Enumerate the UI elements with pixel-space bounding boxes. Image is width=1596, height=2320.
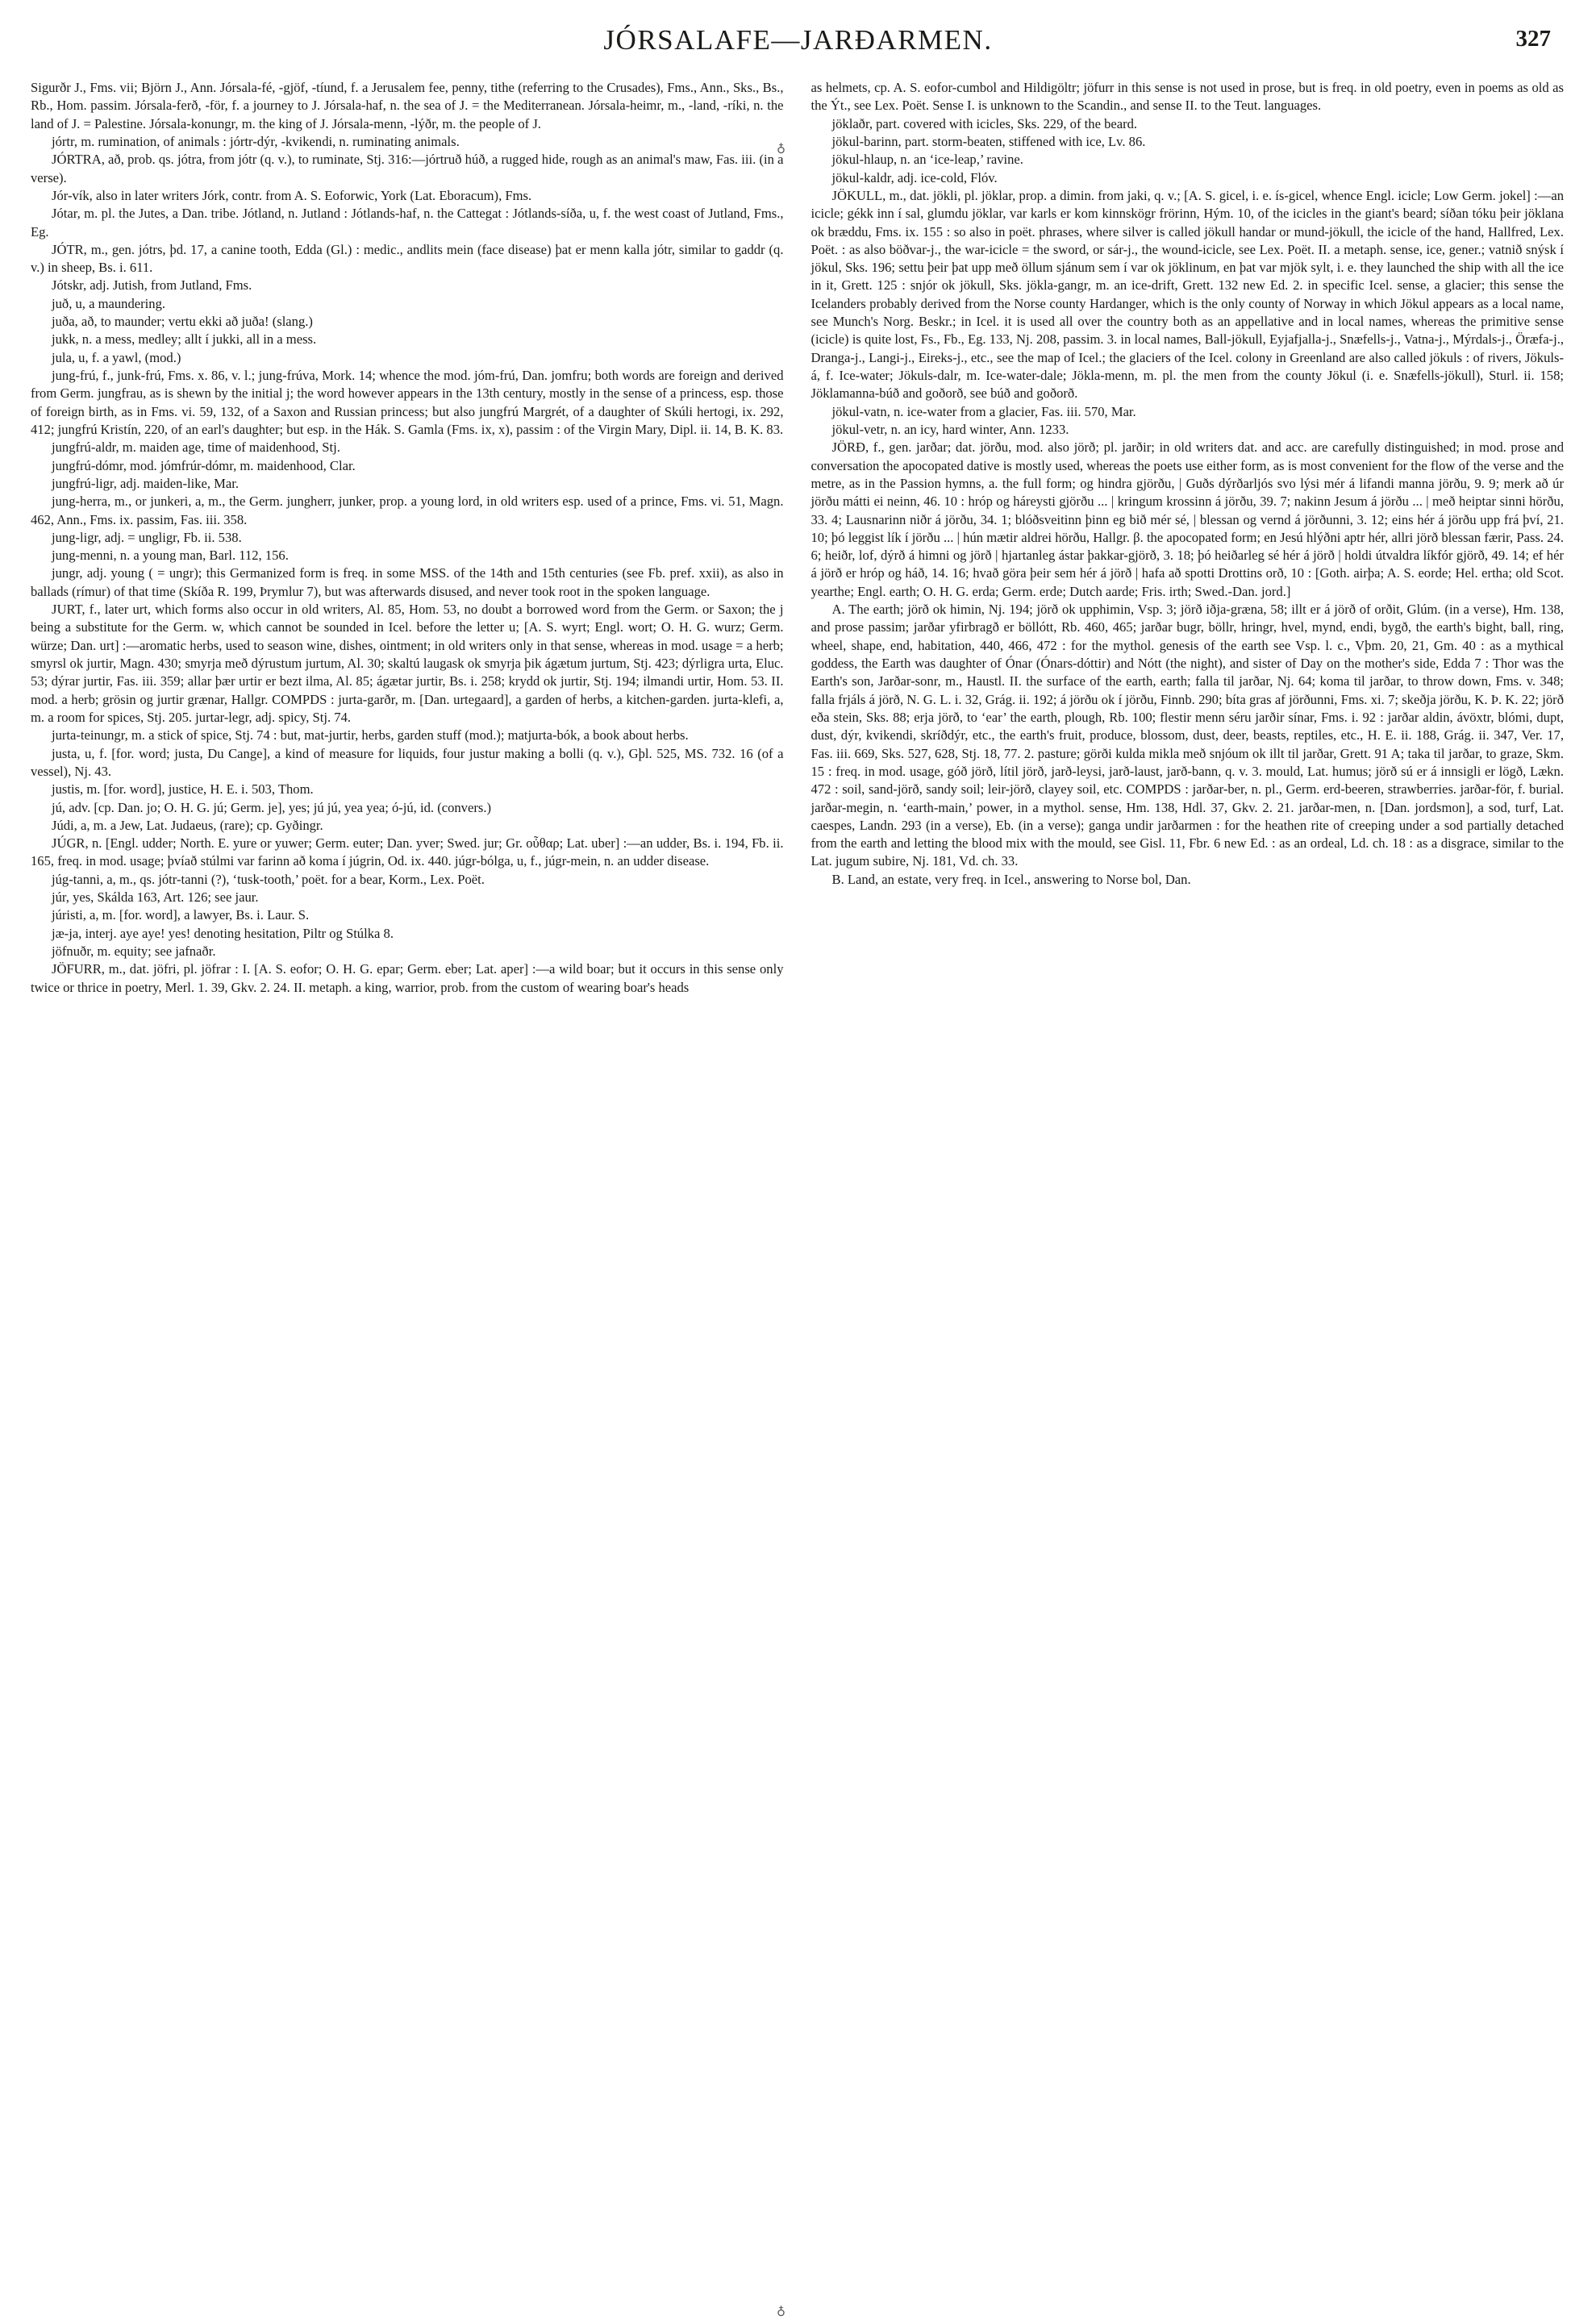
entry: jung-ligr, adj. = ungligr, Fb. ii. 538.: [52, 529, 242, 545]
entry: jukk, n. a mess, medley; allt í jukki, all in a mess.: [52, 331, 317, 348]
right-column: [811, 79, 1565, 997]
entry: B. Land, an estate, very freq. in Icel., answering to Norse bol, Dan.: [831, 871, 1191, 887]
entry: A. The earth; jörð ok himin, Nj. 194; jörð ok upphimin, Vsp. 3; jörð iðja-græna, 58; illt er á jörð of orðit, Glúm. (in a verse), Hm. 138, and prose passim; jarðar yfirbragð er böllótt, Rb. 460, 465; jarðar bugr, böllr, hringr, hvel, mynd, endi, bygð, the earth's bight, ball, ring, wheel, shape, end, habitation, 440, 466, 472 : for the mythol. genesis of the earth see Vsp. l. c., Vþm. 20, 21, Gm. 40 : as a mythical goddess, the Earth was daughter of Ónar (Ónars-dóttir) and Nótt (the night), and sister of Day on the mother's side, Edda 7 : Thor was the Earth's son, Jarðar-sonr, m., Haustl. II. the surface of the earth, earth; falla til jarðar, Nj. 64; koma til jarðar, to throw down, Fms. v. 348; falla frjáls á jörð, N. G. L. i. 32, Grág. ii. 192; á jörðu ok í jörðu, Finnb. 290; bíta gras af jörðunni, Fms. xi. 7; skeðja jörðu, K. Þ. K. 22; jörð eða stein, Sks. 88; erja jörð, to ‘ear’ the earth, plough, Rb. 100; flestir menn séru jarðir sínar, Fms. i. 92 : jarðar aldin, ávöxtr, blómi, dupt, dust, dýr, kvikendi, skríðdýr, etc., the earth's fruit, produce, blossom, dust, deer, beasts, reptiles, etc., H. E. ii. 188, Grág. ii. 347, Ver. 17, Fas. iii. 669, Sks. 527, 628, Stj. 18, 77. 2. pasture; görði kulda mikla með snjóum ok illt til jarðar, Grett. 91 A; taka til jarðar, to graze, Skm. 15 : freq. in mod. usage, góð jörð, lítil jörð, jarð-leysi, jarð-laust, jarð-bann, q. v. 3. mould, Lat. humus; jörð sú er á innsigli er lögð, Lækn. 472 : soil, sand-jörð, sandy soil; leir-jörð, clayey soil, etc. COMPDS : jarðar-ber, n. pl., Germ. erd-beeren, strawberries. jarðar-för, f. burial. jarðar-megin, n. ‘earth-main,’ power, in a mythol. sense, Hm. 138, Hdl. 37, Gkv. 2. 21. jarðar-men, n. [Dan. jordsmon], a sod, turf, Lat. caespes, Landn. 293 (in a verse), Eb. (in a verse); ganga undir jarðarmen : for the heathen rite of creeping under a sod partially detached from the earth and letting the blood mix with the mould, see Gisl. 11, Fbr. 6 new Ed. : as an ordeal, Ld. ch. 18 : as a disgrace, similar to the Lat. jugum subire, Nj. 181, Vd. ch. 33.: [811, 602, 1564, 869]
entry: JÚGR, n. [Engl. udder; North. E. yure or yuwer; Germ. euter; Dan. yver; Swed. jur; Gr. οὖθαρ; Lat. uber] :—an udder, Bs. i. 194, Fb. ii. 165, freq. in mod. usage; þvíað stúlmi var farinn að koma í júgrin, Od. ix. 440. júgr-bólga, u, f., júgr-mein, n. an udder disease.: [31, 835, 784, 869]
entry: Jótar, m. pl. the Jutes, a Dan. tribe. Jótland, n. Jutland : Jótlands-haf, n. the Cattegat : Jótlands-síða, u, f. the west coast of Jutland, Fms., Eg.: [31, 206, 784, 239]
entry: jungr, adj. young ( = ungr); this Germanized form is freq. in some MSS. of the 14th and 15th centuries (see Fb. pref. xxii), as also in ballads (rímur) of that time (Skíða R. 199, Þrymlur 7), but was afterwards disused, and never took root in the spoken language.: [31, 565, 784, 599]
entry: justa, u, f. [for. word; justa, Du Cange], a kind of measure for liquids, four justur making a bolli (q. v.), Gþl. 525, MS. 732. 16 (of a vessel), Nj. 43.: [31, 745, 784, 779]
entry: jöklaðr, part. covered with icicles, Sks. 229, of the beard.: [831, 115, 1138, 131]
entry: jökul-vatn, n. ice-water from a glacier, Fas. iii. 570, Mar.: [831, 403, 1136, 419]
entry: juð, u, a maundering.: [52, 295, 166, 311]
entry: justis, m. [for. word], justice, H. E. i. 503, Thom.: [52, 781, 314, 798]
entry: JÖKULL, m., dat. jökli, pl. jöklar, prop. a dimin. from jaki, q. v.; [A. S. gicel, i. e. ís-gicel, whence Engl. icicle; Low Germ. jokel] :—an icicle; gékk inn í sal, glumdu jöklar, var karls er kom kinnskögr frörinn, Hým. 10, of the icicles in the giant's beard; síðan tóku þeir jöklana ok bræddu, Fms. ix. 155 : so also in poët. phrases, where silver is called jökull handar or mund-jökull, the icicle of the hand, Hallfred, Lex. Poët. : as also böðvar-j., the war-icicle = the sword, or sár-j., the wound-icicle, see Lex. Poët. II. a metaph. sense, ice, gener.; vatnið snýsk í jökul, Sks. 196; settu þeir þat upp með öllum sjánum sem í var ok jöklinum, en þat var mjök sylt, i. e. they launched the ship with all the ice in it, Grett. 125 : snjór ok jökull, Sks. jökla-gangr, m. an ice-drift, Grett. 132 new Ed. 2. in specific Icel. sense, a glacier; this sense the Icelanders probably derived from the Norse county Hardanger, which is the only county of Norway in which Jökul appears as a local name, see Munch's Norg. Beskr.; in Icel. it is used all over the country both as an appellative and in local names, whereas the primitive sense (icicle) is quite lost, Fs., Fb., Eg. 133, Nj. 208, passim. 3. in local names, Ball-jökull, Eyjafjalla-j., Snæfells-j., Vatna-j., Mýrdals-j., Öræfa-j., Dranga-j., Langi-j., Eireks-j., etc., see the map of Icel.; the glaciers of the Icel. colony in Greenland are also called jökuls : of rivers, Jökuls-á, f. Ice-water; Jökuls-dalr, m. Ice-water-dale; Jökla-menn, m. pl. the men from the county Jökul (i. e. Snæfells-jökull), Sturl. ii. 158; Jöklamanna-búð and goðorð, see búð and goðorð.: [811, 187, 1564, 402]
entry: Jór-vík, also in later writers Jórk, contr. from A. S. Eoforwic, York (Lat. Eboracum), Fms.: [52, 187, 532, 203]
left-column: [31, 79, 784, 997]
text-columns: [0, 79, 1596, 997]
entry: júristi, a, m. [for. word], a lawyer, Bs. i. Laur. S.: [52, 907, 310, 923]
entry: jökul-hlaup, n. an ‘ice-leap,’ ravine.: [831, 152, 1023, 168]
entry: JÖFURR, m., dat. jöfri, pl. jöfrar : I. [A. S. eofor; O. H. G. epar; Germ. eber; Lat. aper] :—a wild boar; but it occurs in this sense only twice or thrice in poetry, Merl. 1. 39, Gkv. 2. 24. II. metaph. a king, warrior, prob. from the custom of wearing boar's heads: [31, 961, 784, 995]
entry: jurta-teinungr, m. a stick of spice, Stj. 74 : but, mat-jurtir, herbs, garden stuff (mod.); matjurta-bók, a book about herbs.: [52, 727, 689, 743]
entry: Sigurðr J., Fms. vii; Björn J., Ann. Jórsala-fé, -gjöf, -tíund, f. a Jerusalem fee, penny, tithe (referring to the Crusades), Fms., Ann., Sks., Bs., Rb., Hom. passim. Jórsala-ferð, -för, f. a journey to J. Jórsala-haf, n. the sea of J. = the Mediterranean. Jórsala-heimr, m., -land, -ríki, n. the land of J. = Palestine. Jórsala-konungr, m. the king of J. Jórsala-menn, -lýðr, m. the people of J.: [31, 80, 784, 131]
entry: jung-herra, m., or junkeri, a, m., the Germ. jungherr, junker, prop. a young lord, in old writers esp. used of a prince, Fms. vi. 51, Magn. 462, Ann., Fms. ix. passim, Fas. iii. 358.: [31, 494, 784, 527]
center-mark-top: ♁: [777, 144, 785, 156]
entry: jórtr, m. rumination, of animals : jórtr-dýr, -kvikendi, n. ruminating animals.: [52, 133, 460, 149]
entry: júg-tanni, a, m., qs. jótr-tanni (?), ‘tusk-tooth,’ poët. for a bear, Korm., Lex. Poët.: [52, 871, 485, 887]
entry: as helmets, cp. A. S. eofor-cumbol and Hildigöltr; jöfurr in this sense is not used in prose, but is freq. in old poetry, even in poems as old as the Ýt., see Lex. Poët. Sense I. is unknown to the Scandin., and sense II. to the Teut. languages.: [811, 80, 1564, 114]
page-number: 327: [1515, 26, 1551, 52]
entry: JURT, f., later urt, which forms also occur in old writers, Al. 85, Hom. 53, no doubt a borrowed word from the Germ. or Saxon; the j being a substitute for the Germ. w, which cannot be sounded in Icel. before the letter u; [A. S. wyrt; Engl. wort; O. H. G. wurz; Germ. würze; Dan. urt] :—aromatic herbs, used to season wine, dishes, ointment; in old writers only in that sense, whereas in mod. usage = a herb; smyrsl ok jurtir, Magn. 430; smyrja með dýrustum jurtum, Al. 30; skaltú laugask ok smyrja þik ágætum jurtum, Stj. 423; dýrligra urta, Eluc. 53; dýrar jurtir, Fas. iii. 359; allar þær urtir er bezt ilma, Al. 85; ágætar jurtir, Bs. i. 258; krydd ok jurtir, Stj. 194; ilmandi urtir, Hom. 53. II. mod. a herb; grösin og jurtir grænar, Hallgr. COMPDS : jurta-garðr, m. [Dan. urtegaard], a garden of herbs, a kitchen-garden. jurta-klefi, a, m. a room for spices, Stj. 205. jurtar-legr, adj. spicy, Stj. 74.: [31, 602, 784, 725]
entry: Júdi, a, m. a Jew, Lat. Judaeus, (rare); cp. Gyðingr.: [52, 817, 323, 833]
entry: Jótskr, adj. Jutish, from Jutland, Fms.: [52, 277, 252, 294]
entry: jung-menni, n. a young man, Barl. 112, 156.: [52, 548, 289, 564]
entry: jökul-vetr, n. an icy, hard winter, Ann. 1233.: [831, 421, 1069, 437]
entry: jungfrú-dómr, mod. jómfrúr-dómr, m. maidenhood, Clar.: [52, 457, 356, 473]
entry: jula, u, f. a yawl, (mod.): [52, 349, 181, 365]
entry: jú, adv. [cp. Dan. jo; O. H. G. jú; Germ. je], yes; jú jú, yea yea; ó-jú, id. (convers.): [52, 799, 491, 815]
center-mark-bottom: ♁: [777, 2306, 785, 2319]
entry: jöfnuðr, m. equity; see jafnaðr.: [52, 943, 216, 959]
entry: júr, yes, Skálda 163, Art. 126; see jaur.: [52, 889, 259, 906]
dictionary-page: [0, 18, 1596, 2319]
entry: JÓTR, m., gen. jótrs, þd. 17, a canine tooth, Edda (Gl.) : medic., andlits mein (face disease) þat er menn kalla jótr, similar to gaddr (q. v.) in sheep, Bs. i. 611.: [31, 241, 784, 276]
entry: JÓRTRA, að, prob. qs. jótra, from jótr (q. v.), to ruminate, Stj. 316:—jórtruð húð, a rugged hide, rough as an animal's maw, Fas. iii. (in a verse).: [31, 152, 784, 185]
page-header: [0, 18, 1596, 79]
page-title: JÓRSALAFE—JARÐARMEN.: [603, 24, 993, 56]
entry: jung-frú, f., junk-frú, Fms. x. 86, v. l.; jung-frúva, Mork. 14; whence the mod. jóm-frú, Dan. jomfru; both words are foreign and derived from Germ. jungfrau, as is shewn by the initial j; the word however appears in the 13th century, mostly in the sense of a princess, esp. those of foreign birth, as in Fms. vi. 59, 132, of a Saxon and Russian princess; but also jungfrú Margrét, of a daughter of Skúli hertogi, ix. 292, 412; jungfrú Kristín, 220, of an earl's daughter; but esp. in the Hák. S. Gamla (Fms. ix, x), passim : of the Virgin Mary, Dipl. ii. 14, B. K. 83.: [31, 368, 784, 437]
entry: jökul-barinn, part. storm-beaten, stiffened with ice, Lv. 86.: [831, 133, 1146, 149]
entry: JÖRÐ, f., gen. jarðar; dat. jörðu, mod. also jörð; pl. jarðir; in old writers dat. and acc. are carefully distinguished; in mod. prose and conversation the apocopated dative is mostly used, whereas the poets use either form, as is most convenient for the flow of the verse and the metre, as in the Passion hymns, a. the full form; og hindra gjörðu, | Guðs dýrðarljós svo lýsi mér á lifandi manna jörðu, 9. 9; merk að úr jörðu mátti ei neinn, 46. 10 : hróp og háreysti gjörðu ... | kringum krossinn á jörðu, 39. 7; nakinn Jesum á jörðu ... | með heiptar sinni hörðu, 33. 4; Lausnarinn niðr á jörðu, 34. 1; blóðsveitinn þinn eg bið mér sé, | blessan og vernd á jörðunni, 3. 12; eins hér á jörðu upp frá því, 21. 10; þó leggist lík í jörðu ... | hún mætir aldrei hörðu, Hallgr. β. the apocopated form; en Jesú hlýðni aptr hér, allri jörð blessan færir, Pass. 24. 6; heiðr, lof, dýrð á himni og jörð | hjartanleg ástar þakkar-gjörð, 3. 18; þó heiðarleg sé hér á jörð | holdi útvaldra líkfór gjörð, 49. 14; ef hér á jörð er hróp og háð, 14. 16; hvað göra þeir sem hér á jörð | hafa að spotti Drottins orð, 10 : [Goth. airþa; A. S. eorde; Hel. ertha; old Scot. yearthe; Engl. earth; O. H. G. erda; Germ. erde; Dutch aarde; Fris. irth; Swed.-Dan. jord.]: [811, 439, 1564, 599]
entry: juða, að, to maunder; vertu ekki að juða! (slang.): [52, 314, 313, 330]
entry: jökul-kaldr, adj. ice-cold, Flóv.: [831, 169, 998, 185]
entry: jungfrú-aldr, m. maiden age, time of maidenhood, Stj.: [52, 439, 340, 456]
entry: jungfrú-ligr, adj. maiden-like, Mar.: [52, 475, 240, 491]
entry: jæ-ja, interj. aye aye! yes! denoting hesitation, Piltr og Stúlka 8.: [52, 925, 394, 941]
